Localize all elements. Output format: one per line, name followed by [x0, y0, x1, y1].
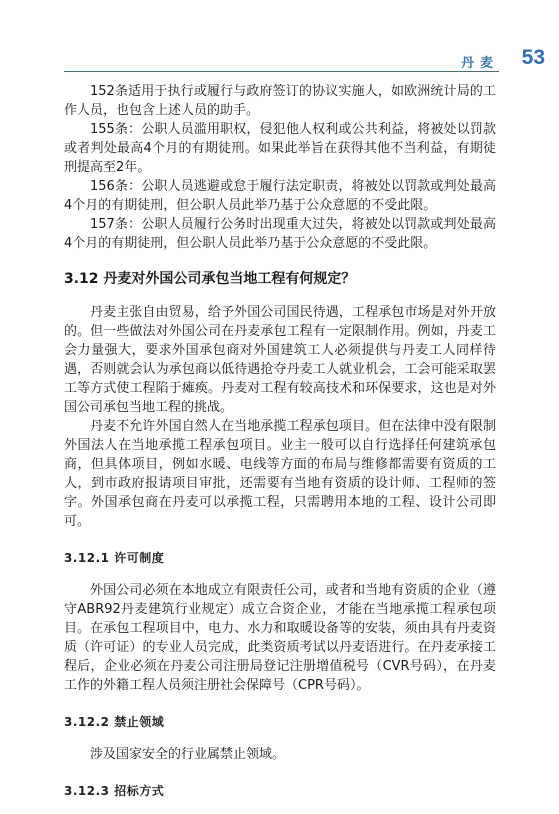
paragraph-article-152: 152条适用于执行或履行与政府签订的协议实施人，如欧洲统计局的工作人员，也包含上述人员的助手。: [64, 84, 496, 118]
page-body: [64, 82, 496, 814]
running-header-country: 丹麦: [460, 56, 499, 71]
section-title-3-12: 3.12 丹麦对外国公司承包当地工程有何规定？: [64, 271, 356, 287]
header-rule: [64, 71, 499, 72]
page-number: 53: [521, 46, 545, 69]
paragraph-article-155: 155条：公职人员滥用职权，侵犯他人权利或公共利益，将被处以罚款或者判处最高4个月的有期徒刑。如果此举旨在获得其他不当利益，有期徒刑提高至2年。: [64, 122, 496, 175]
paragraph-licensing: 外国公司必须在本地成立有限责任公司，或者和当地有资质的企业（遵守ABR92丹麦建筑行业规定）成立合资企业，才能在当地承揽工程承包项目。在承包工程项目中，电力、水力和取暖设备等的安装，须由具有丹麦资质（许可证）的专业人员完成，此类资质考试以丹麦语进行。在丹麦承接工程后，企业必须在丹麦公司注册局登记注册增值税号（CVR号码），在丹麦工作的外籍工程人员须注册社会保障号（CPR号码）。: [64, 583, 496, 693]
subsection-title-bidding: 3.12.3 招标方式: [64, 784, 165, 798]
subsection-title-licensing: 3.12.1 许可制度: [64, 551, 165, 565]
page-header: [0, 46, 559, 78]
paragraph-free-trade: 丹麦主张自由贸易，给予外国公司国民待遇，工程承包市场是对外开放的。但一些做法对外国公司在丹麦承包工程有一定限制作用。例如，丹麦工会力量强大，要求外国承包商对外国建筑工人必须提供与丹麦工人同样待遇，否则就会认为承包商以低待遇抢夺丹麦工人就业机会，工会可能采取罢工等方式使工程陷于瘫痪。丹麦对工程有较高技术和环保要求，这也是对外国公司承包当地工程的挑战。: [64, 305, 496, 415]
paragraph-article-157: 157条：公职人员履行公务时出现重大过失，将被处以罚款或判处最高4个月的有期徒刑，但公职人员此举乃基于公众意愿的不受此限。: [64, 217, 496, 251]
subsection-title-prohibited: 3.12.2 禁止领域: [64, 715, 165, 729]
paragraph-foreign-contractors: 丹麦不允许外国自然人在当地承揽工程承包项目。但在法律中没有限制外国法人在当地承揽工程承包项目。业主一般可以自行选择任何建筑承包商，但具体项目，例如水暖、电线等方面的布局与维修都需要有资质的工人，到市政府报请项目审批，还需要有当地有资质的设计师、工程师的签字。外国承包商在丹麦可以承揽工程，只需聘用本地的工程、设计公司即可。: [64, 419, 496, 529]
paragraph-article-156: 156条：公职人员逃避或怠于履行法定职责，将被处以罚款或判处最高4个月的有期徒刑，但公职人员此举乃基于公众意愿的不受此限。: [64, 179, 496, 213]
paragraph-prohibited: 涉及国家安全的行业属禁止领域。: [90, 747, 286, 762]
